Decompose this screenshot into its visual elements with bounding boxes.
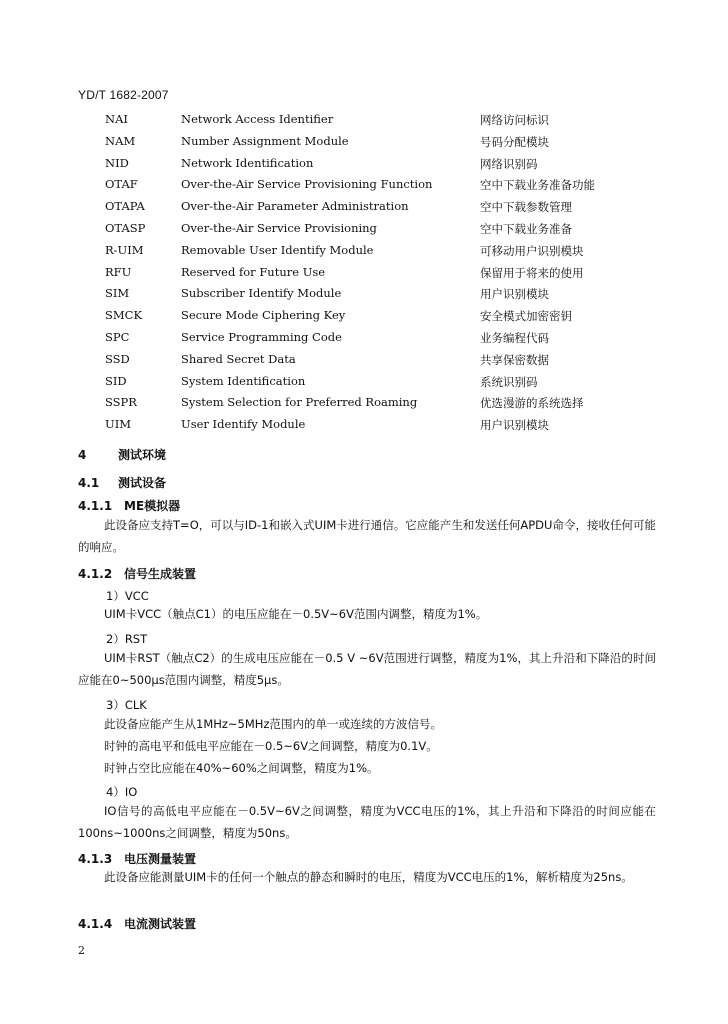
clk-paragraph-2: 时钟的高电平和低电平应能在－0.5~6V之间调整，精度为0.1V。 (104, 739, 438, 753)
abbreviation-chinese: 用户识别模块 (480, 287, 549, 302)
section-title: 电流测试装置 (124, 917, 197, 931)
abbreviation-chinese: 系统识别码 (480, 374, 538, 389)
abbreviation-code: SPC (105, 329, 130, 344)
abbreviation-code: SIM (105, 286, 130, 301)
clk-paragraph-1: 此设备应能产生从1MHz~5MHz范围内的单一或连续的方波信号。 (104, 717, 442, 731)
section-title: 电压测量装置 (124, 852, 197, 866)
io-paragraph: IO信号的高低电平应能在－0.5V~6V之间调整，精度为VCC电压的1%，其上升沿和下降沿的时间应能在100ns~1000ns之间调整，精度为50ns。 (78, 804, 656, 840)
abbreviation-table (0, 108, 728, 435)
io-label: 4）IO (106, 785, 138, 799)
section-title: ME模拟器 (124, 499, 181, 513)
section-title: 测试环境 (118, 448, 167, 462)
abbreviation-code: NAM (105, 133, 136, 148)
section-number: 4 (78, 448, 87, 462)
clk-label: 3）CLK (106, 698, 147, 712)
abbreviation-english: Service Programming Code (181, 329, 342, 344)
abbreviation-chinese: 号码分配模块 (480, 134, 549, 149)
section-4-1-3-heading (78, 850, 196, 867)
abbreviation-english: Over-the-Air Service Provisioning (181, 220, 377, 235)
vcc-label: 1）VCC (106, 589, 149, 603)
abbreviation-row (0, 282, 728, 304)
abbreviation-code: OTAF (105, 177, 138, 192)
document-id-header: YD/T 1682-2007 (78, 88, 169, 102)
abbreviation-code: UIM (105, 417, 132, 432)
abbreviation-chinese: 网络识别码 (480, 156, 538, 171)
abbreviation-english: Reserved for Future Use (181, 264, 326, 279)
abbreviation-code: NAI (105, 112, 128, 126)
abbreviation-code: SSD (105, 351, 130, 366)
abbreviation-english: Network Identification (181, 155, 314, 170)
abbreviation-english: Over-the-Air Parameter Administration (181, 199, 409, 214)
section-number: 4.1.3 (78, 852, 113, 866)
abbreviation-english: System Selection for Preferred Roaming (181, 395, 418, 410)
abbreviation-row (0, 370, 728, 392)
rst-paragraph: UIM卡RST（触点C2）的生成电压应能在－0.5 V ~6V范围进行调整，精度为1%，其上升沿和下降沿的时间应能在0~500μs范围内调整，精度5μs。 (78, 651, 656, 687)
rst-label: 2）RST (106, 632, 148, 646)
abbreviation-english: Over-the-Air Service Provisioning Function (181, 177, 433, 192)
abbreviation-chinese: 保留用于将来的使用 (480, 265, 584, 280)
abbreviation-english: Number Assignment Module (181, 133, 349, 148)
section-4-1-heading (78, 474, 166, 491)
abbreviation-row (0, 152, 728, 174)
section-4-1-2-heading (78, 565, 196, 582)
abbreviation-chinese: 优选漫游的系统选择 (480, 396, 584, 411)
abbreviation-row (0, 239, 728, 261)
abbreviation-code: SMCK (105, 308, 143, 323)
section-number: 4.1.4 (78, 917, 113, 931)
abbreviation-code: SID (105, 373, 127, 388)
abbreviation-row (0, 261, 728, 283)
clk-paragraph-3: 时钟占空比应能在40%~60%之间调整，精度为1%。 (104, 761, 379, 775)
abbreviation-row (0, 130, 728, 152)
abbreviation-english: Subscriber Identify Module (181, 286, 342, 301)
abbreviation-chinese: 空中下载参数管理 (480, 200, 572, 215)
abbreviation-row (0, 326, 728, 348)
page-number: 2 (78, 944, 85, 957)
abbreviation-english: Removable User Identify Module (181, 242, 374, 257)
section-4-1-1-heading (78, 497, 180, 514)
abbreviation-row (0, 304, 728, 326)
section-number: 4.1.1 (78, 499, 113, 513)
abbreviation-chinese: 用户识别模块 (480, 418, 549, 433)
section-4-1-4-heading (78, 915, 196, 932)
abbreviation-chinese: 安全模式加密密钥 (480, 309, 572, 324)
abbreviation-row (0, 195, 728, 217)
section-4-1-1-paragraph: 此设备应支持T=O，可以与ID-1和嵌入式UIM卡进行通信。它应能产生和发送任何APDU命令，接收任何可能的响应。 (78, 518, 656, 554)
vcc-paragraph: UIM卡VCC（触点C1）的电压应能在－0.5V~6V范围内调整，精度为1%。 (104, 607, 488, 621)
section-number: 4.1.2 (78, 567, 113, 581)
abbreviation-english: Secure Mode Ciphering Key (181, 308, 346, 323)
abbreviation-english: System Identification (181, 373, 306, 388)
abbreviation-chinese: 网络访问标识 (480, 113, 549, 127)
abbreviation-chinese: 业务编程代码 (480, 330, 549, 345)
abbreviation-code: OTASP (105, 220, 146, 235)
abbreviation-row (0, 173, 728, 195)
abbreviation-english: Network Access Identifier (181, 112, 334, 126)
abbreviation-code: R-UIM (105, 242, 144, 257)
abbreviation-chinese: 空中下载业务准备 (480, 221, 572, 236)
abbreviation-chinese: 共享保密数据 (480, 352, 549, 367)
section-4-heading (78, 446, 166, 463)
abbreviation-english: User Identify Module (181, 417, 306, 432)
abbreviation-row (0, 348, 728, 370)
section-4-1-3-paragraph: 此设备应能测量UIM卡的任何一个触点的静态和瞬时的电压，精度为VCC电压的1%，解析精度为25ns。 (104, 870, 633, 884)
section-title: 测试设备 (118, 476, 167, 490)
abbreviation-chinese: 可移动用户识别模块 (480, 243, 584, 258)
abbreviation-code: OTAPA (105, 199, 145, 214)
abbreviation-english: Shared Secret Data (181, 351, 296, 366)
section-number: 4.1 (78, 476, 100, 490)
section-title: 信号生成装置 (124, 567, 197, 581)
abbreviation-code: NID (105, 155, 129, 170)
abbreviation-row (0, 217, 728, 239)
abbreviation-chinese: 空中下载业务准备功能 (480, 178, 595, 193)
abbreviation-row (0, 391, 728, 413)
abbreviation-row (0, 108, 728, 130)
abbreviation-row (0, 413, 728, 435)
abbreviation-code: SSPR (105, 395, 137, 410)
abbreviation-code: RFU (105, 264, 132, 279)
